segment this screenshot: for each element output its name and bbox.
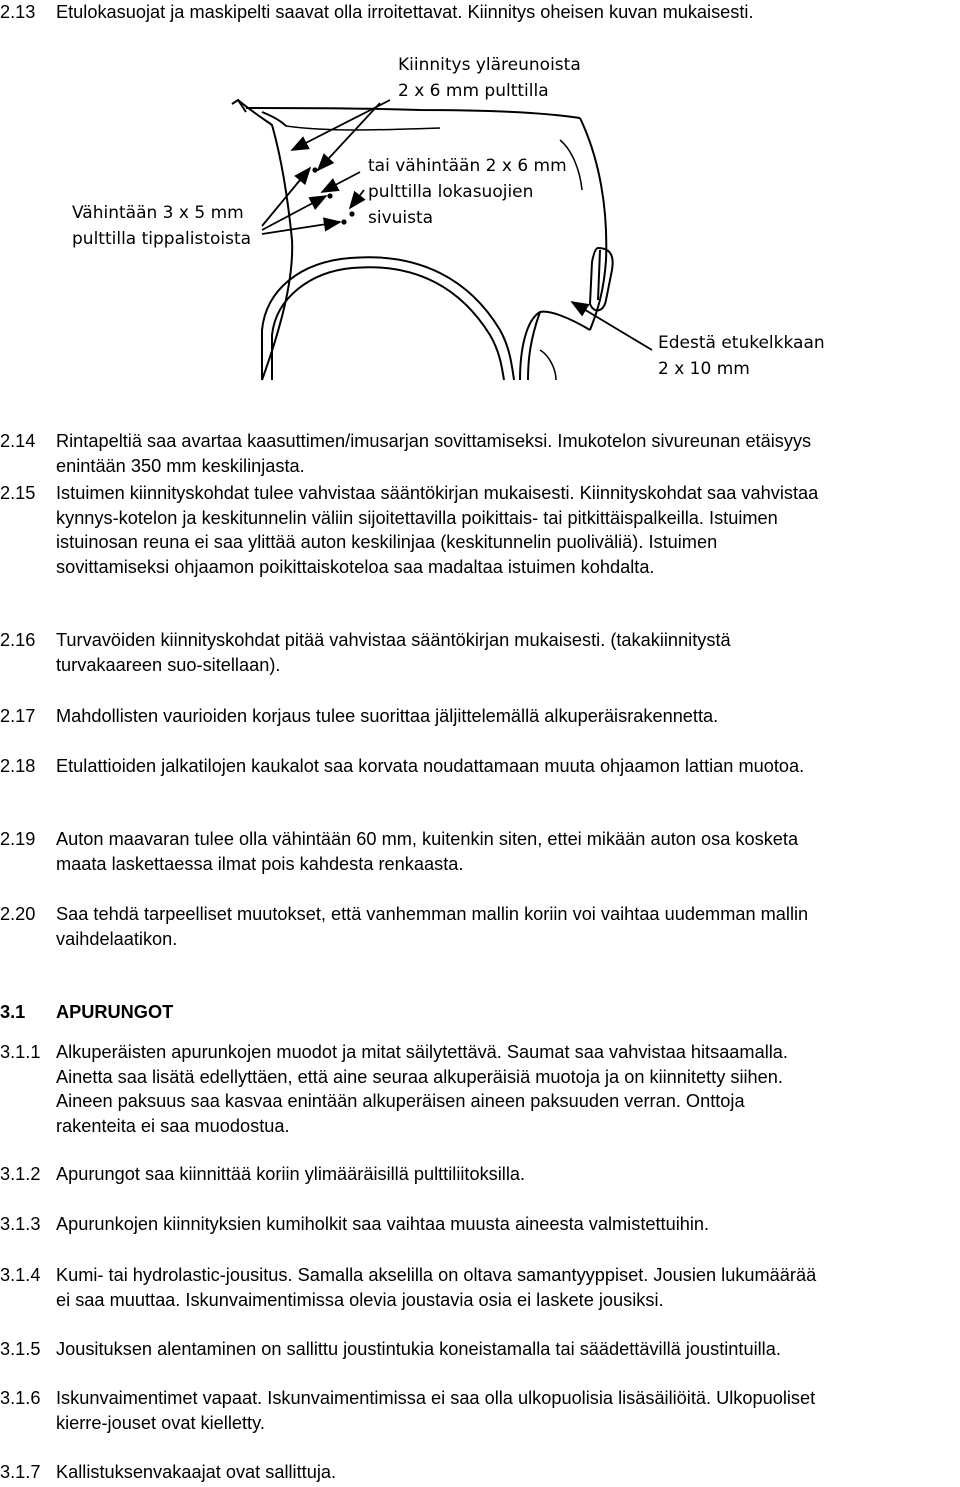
text-line: istuinosan reuna ei saa ylittää auton keskilinjaa (keskitunnelin puoliväliä). Istuimen xyxy=(56,532,718,552)
section-number: 2.14 xyxy=(0,431,36,451)
bolt-dot xyxy=(312,167,317,172)
section-number: 3.1.4 xyxy=(0,1265,41,1285)
section-text xyxy=(56,1337,960,1362)
text-line: maata laskettaessa ilmat pois kahdesta renkaasta. xyxy=(56,853,464,874)
bolt-dot xyxy=(327,193,332,198)
text-line: kynnys-kotelon ja keskitunnelin väliin sijoitettavilla poikittais- tai pitkittäispalkeilla. Istuimen xyxy=(56,507,778,528)
text-line: Aineen paksuus saa kasvaa enintään alkuperäisen aineen paksuuden verran. Onttoja xyxy=(56,1091,745,1111)
heading-text: APURUNGOT xyxy=(56,1002,174,1022)
section-text xyxy=(56,628,960,677)
text-line: Kumi- tai hydrolastic-jousitus. Samalla akselilla on oltava samantyyppiset. Jousien lukumäärää xyxy=(56,1265,817,1285)
fender-top-edge xyxy=(246,108,580,118)
text-line: vaihdelaatikon. xyxy=(56,928,178,949)
section-text xyxy=(56,1212,960,1237)
text-line: Apurunkojen kiinnityksien kumiholkit saa vaihtaa muusta aineesta valmistettuihin. xyxy=(56,1214,710,1234)
label-left: Vähintään 3 x 5 mm pulttilla tippalistoista xyxy=(72,203,252,249)
section-number: 2.20 xyxy=(0,904,36,924)
text-line: Rintapeltiä saa avartaa kaasuttimen/imusarjan sovittamiseksi. Imukotelon sivureunan etäisyys xyxy=(56,431,812,451)
fender-mounting-diagram xyxy=(0,40,960,390)
section-number: 2.18 xyxy=(0,756,36,776)
text-line: Alkuperäisten apurunkojen muodot ja mitat säilytettävä. Saumat saa vahvistaa hitsaamalla. xyxy=(56,1042,788,1062)
text-line: sovittamiseksi ohjaamon poikittaiskoteloa saa madaltaa istuimen kohdalta. xyxy=(56,556,655,577)
text-line: enintään 350 mm keskilinjasta. xyxy=(56,455,305,476)
text-line: Auton maavaran tulee olla vähintään 60 mm, kuitenkin siten, ettei mikään auton osa kosketa xyxy=(56,829,799,849)
bolt-dot xyxy=(349,211,354,216)
section-text xyxy=(56,1386,960,1435)
text-line: Etulokasuojat ja maskipelti saavat olla irroitettavat. Kiinnitys oheisen kuvan mukaisesti. xyxy=(56,2,754,22)
text-line: Mahdollisten vaurioiden korjaus tulee suorittaa jäljittelemällä alkuperäisrakennetta. xyxy=(56,706,719,726)
section-text xyxy=(56,429,960,478)
text-line: Jousituksen alentaminen on sallittu joustintukia koneistamalla tai säädettävillä joustintuilla. xyxy=(56,1339,781,1359)
section-number: 2.16 xyxy=(0,630,36,650)
section-text xyxy=(56,704,960,729)
arrow-middle-1 xyxy=(322,172,360,192)
side-marker-light xyxy=(590,248,613,310)
section-text xyxy=(56,754,960,779)
section-number: 3.1.7 xyxy=(0,1462,41,1482)
section-text xyxy=(56,827,960,876)
section-text xyxy=(56,1162,960,1187)
label-middle: tai vähintään 2 x 6 mm pulttilla lokasuojien sivuista xyxy=(368,156,567,228)
section-number: 2.13 xyxy=(0,2,36,22)
label-bottom: Edestä etukelkkaan 2 x 10 mm xyxy=(658,333,825,379)
wheel-arch-inner xyxy=(272,267,504,380)
section-number: 2.15 xyxy=(0,483,36,503)
section-number: 3.1.3 xyxy=(0,1214,41,1234)
label-top: Kiinnitys yläreunoista 2 x 6 mm pulttilla xyxy=(398,55,581,101)
text-line: Iskunvaimentimet vapaat. Iskunvaimentimissa ei saa olla ulkopuolisia lisäsäiliöitä. Ulkopuoliset xyxy=(56,1388,816,1408)
section-number: 3.1.1 xyxy=(0,1042,41,1062)
section-heading xyxy=(56,1000,960,1025)
text-line: Turvavöiden kiinnityskohdat pitää vahvistaa sääntökirjan mukaisesti. (takakiinnitystä xyxy=(56,630,731,650)
section-number: 3.1.6 xyxy=(0,1388,41,1408)
text-line: Etulattioiden jalkatilojen kaukalot saa korvata noudattamaan muuta ohjaamon lattian muotoa. xyxy=(56,756,805,776)
section-number: 2.17 xyxy=(0,706,36,726)
text-line: Apurungot saa kiinnittää koriin ylimääräisillä pulttiliitoksilla. xyxy=(56,1164,526,1184)
text-line: Istuimen kiinnityskohdat tulee vahvistaa sääntökirjan mukaisesti. Kiinnityskohdat saa vahvistaa xyxy=(56,483,819,503)
fender-top-flange xyxy=(286,126,440,130)
section-text xyxy=(56,0,960,25)
text-line: ei saa muuttaa. Iskunvaimentimissa olevia joustavia osia ei laskete jousiksi. xyxy=(56,1289,664,1310)
bolt-dot xyxy=(341,219,346,224)
section-text xyxy=(56,902,960,951)
text-line: Saa tehdä tarpeelliset muutokset, että vanhemman mallin koriin voi vaihtaa uudemman mallin xyxy=(56,904,809,924)
section-text xyxy=(56,1040,960,1138)
arrow-middle-2 xyxy=(350,190,364,208)
fender-top-corner xyxy=(232,100,246,112)
section-number: 3.1 xyxy=(0,1002,26,1022)
text-line: kierre-jouset ovat kielletty. xyxy=(56,1412,265,1433)
section-number: 3.1.5 xyxy=(0,1339,41,1359)
side-marker-light-line xyxy=(598,250,600,300)
text-line: Kallistuksenvakaajat ovat sallittuja. xyxy=(56,1462,337,1482)
section-text xyxy=(56,1263,960,1312)
text-line: turvakaareen suo-sitellaan). xyxy=(56,654,281,675)
fender-inner-top xyxy=(262,112,286,126)
section-text xyxy=(56,481,960,579)
section-number: 3.1.2 xyxy=(0,1164,41,1184)
wheel-arch xyxy=(262,257,514,380)
section-text xyxy=(56,1460,960,1485)
text-line: Ainetta saa lisätä edellyttäen, että aine seuraa alkuperäisiä muotoja ja on kiinnitetty siihen. xyxy=(56,1066,783,1087)
fender-lower-detail xyxy=(540,350,556,380)
text-line: rakenteita ei saa muodostua. xyxy=(56,1115,290,1136)
fender-right-edge xyxy=(580,118,606,330)
section-number: 2.19 xyxy=(0,829,36,849)
